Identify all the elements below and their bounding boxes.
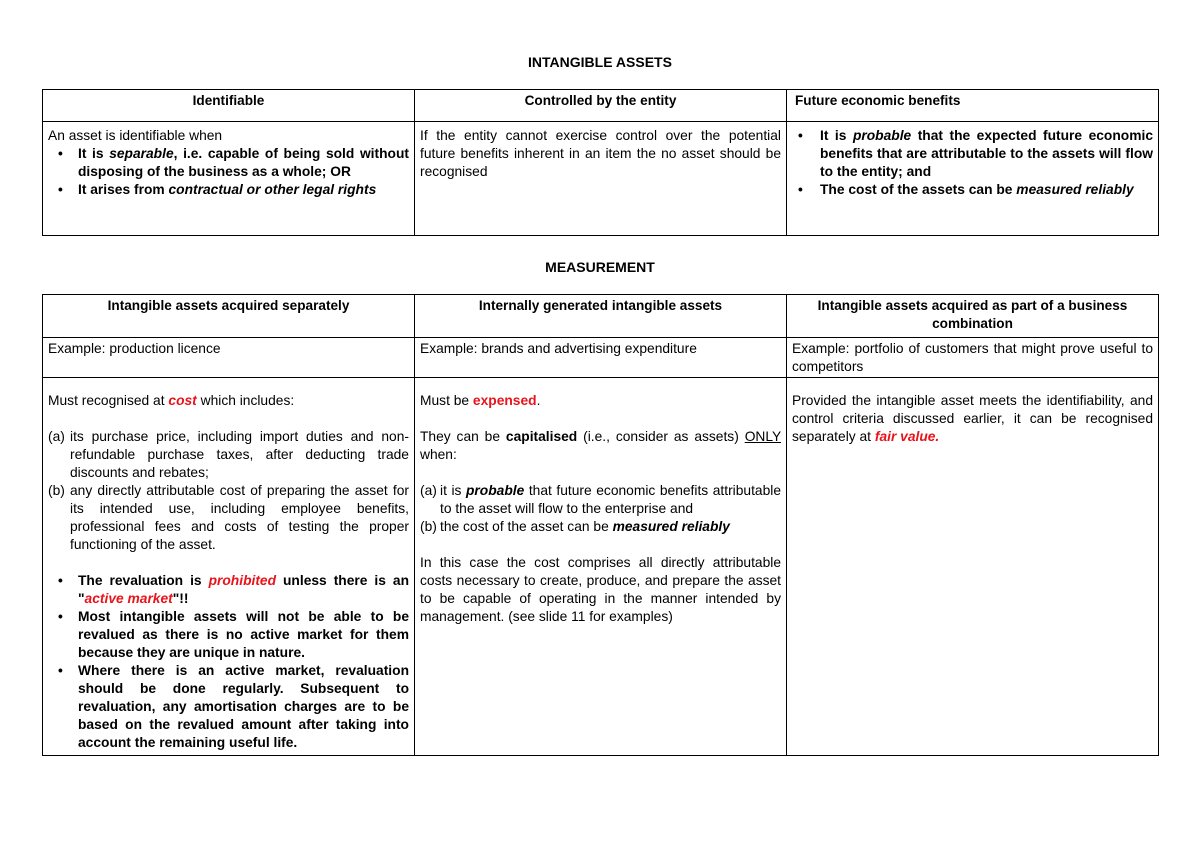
revaluation-list [48,572,409,752]
cell-future-benefits [787,122,1159,236]
cell-business-combination: Provided the intangible asset meets the identifiability, and control criteria discussed earlier, it can be recognised separately at fair value. [787,378,1159,756]
header-acquired-separately: Intangible assets acquired separately [43,295,415,338]
list-item: (b) the cost of the asset can be measured reliably [420,519,730,534]
cell-acquired-separately [43,378,415,756]
example-business-combination: Example: portfolio of customers that might prove useful to competitors [787,338,1159,378]
example-internally-generated: Example: brands and advertising expenditure [415,338,787,378]
list-item: • It arises from contractual or other legal rights [48,181,409,199]
identifiable-intro: An asset is identifiable when [48,128,223,143]
cell-controlled: If the entity cannot exercise control over the potential future benefits inherent in an item the no asset should be recognised [415,122,787,236]
list-item: • Most intangible assets will not be able to be revalued as there is no active market for them because they are unique in nature. [48,608,409,662]
list-item: • Where there is an active market, revaluation should be done regularly. Subsequent to revaluation, any amortisation charges are to be based on the revalued amount after taking into account the remaining useful life. [48,662,409,752]
header-future-benefits: Future economic benefits [787,90,1159,122]
expensed-line: Must be expensed. [420,393,541,408]
future-benefits-list [792,127,1153,199]
list-item: (a) its purchase price, including import duties and non-refundable purchase taxes, after deducting trade discounts and rebates; [48,429,409,480]
cell-identifiable [43,122,415,236]
measurement-table [42,294,1159,756]
cost-intro: Must recognised at cost which includes: [48,393,295,408]
capitalised-line: They can be capitalised (i.e., consider as assets) ONLY when: [420,429,781,462]
cost-components-list [48,428,409,554]
cell-internally-generated [415,378,787,756]
header-identifiable: Identifiable [43,90,415,122]
header-business-combination: Intangible assets acquired as part of a business combination [787,295,1159,338]
cost-comprises-paragraph: In this case the cost comprises all directly attributable costs necessary to create, produce, and prepare the asset to be capable of operating in the manner intended by management. (see slide 11 for examples) [420,555,781,624]
identifiable-list [48,145,409,199]
list-item: (a) it is probable that future economic benefits attributable to the asset will flow to the enterprise and [420,483,782,516]
list-item: • The revaluation is prohibited unless there is an "active market"!! [48,572,409,608]
capitalisation-criteria-list [420,482,781,536]
list-item: • The cost of the assets can be measured reliably [792,181,1153,199]
intangible-assets-table [42,89,1159,236]
title-intangible-assets: INTANGIBLE ASSETS [528,54,672,70]
example-acquired-separately: Example: production licence [43,338,415,378]
title-measurement: MEASUREMENT [545,259,655,275]
header-internally-generated: Internally generated intangible assets [415,295,787,338]
list-item: (b) any directly attributable cost of preparing the asset for its intended use, including employee benefits, professional fees and costs of testing the proper functioning of the asset. [48,483,409,552]
list-item: • It is probable that the expected future economic benefits that are attributable to the assets will flow to the entity; and [792,127,1153,181]
header-controlled: Controlled by the entity [415,90,787,122]
list-item: • It is separable, i.e. capable of being sold without disposing of the business as a whole; OR [48,145,409,181]
